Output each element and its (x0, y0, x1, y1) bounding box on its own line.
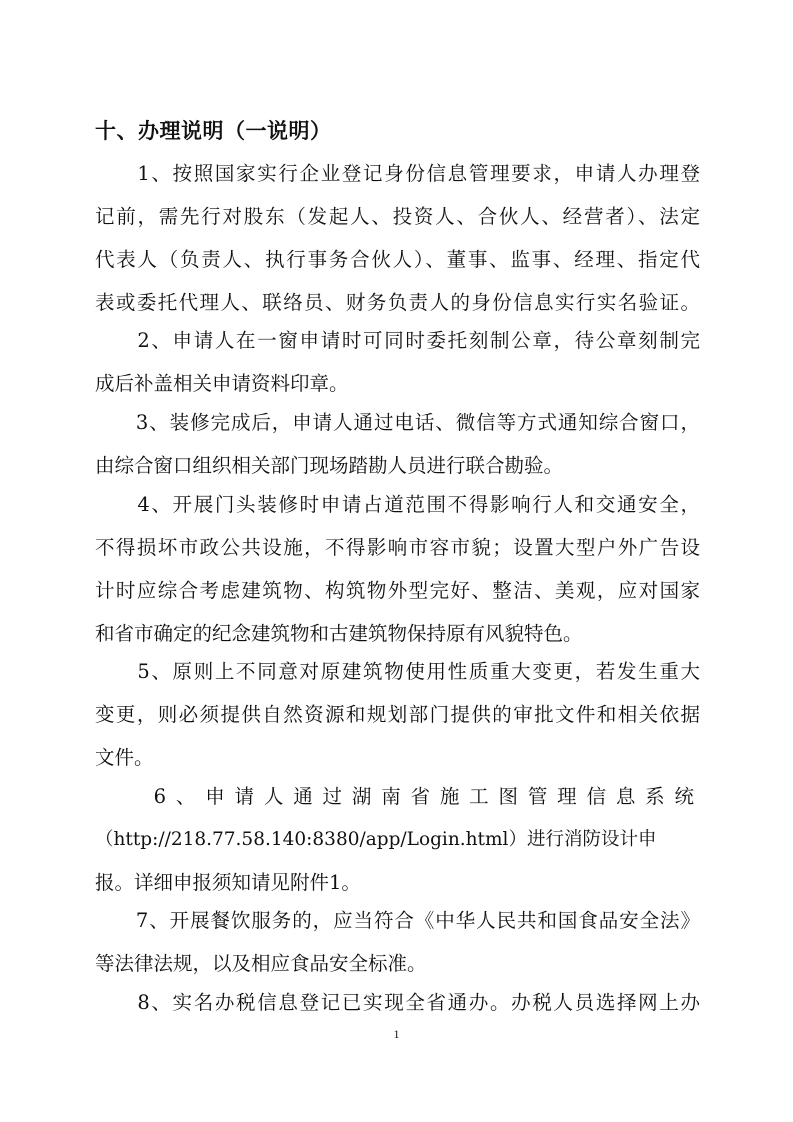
paragraph-1-line-1: 1、按照国家实行企业登记身份信息管理要求，申请人办理登 (95, 162, 700, 185)
paragraph-6-line-2: （http://218.77.58.140:8380/app/Login.html）进行消防设计申 (95, 829, 657, 850)
paragraph-2-line-1: 2、申请人在一窗申请时可同时委托刻制公章，待公章刻制完 (95, 329, 700, 352)
paragraph-1-line-3: 代表人（负责人、执行事务合伙人）、董事、监事、经理、指定代 (95, 248, 700, 271)
paragraph-4-line-4: 和省市确定的纪念建筑物和古建筑物保持原有风貌特色。 (95, 622, 583, 645)
paragraph-4-line-3: 计时应综合考虑建筑物、构筑物外型完好、整洁、美观，应对国家 (95, 579, 700, 602)
paragraph-5-line-3: 文件。 (95, 746, 154, 769)
paragraph-8-line-1: 8、实名办税信息登记已实现全省通办。办税人员选择网上办 (95, 991, 700, 1014)
paragraph-1-line-4: 表或委托代理人、联络员、财务负责人的身份信息实行实名验证。 (95, 291, 700, 314)
paragraph-3-line-1: 3、装修完成后，申请人通过电话、微信等方式通知综合窗口， (95, 411, 700, 434)
paragraph-1-line-2: 记前，需先行对股东（发起人、投资人、合伙人、经营者）、法定 (95, 205, 700, 228)
paragraph-4-line-2: 不得损坏市政公共设施，不得影响市容市貌；设置大型户外广告设 (95, 536, 700, 559)
paragraph-6-line-3: 报。详细申报须知请见附件1。 (95, 871, 361, 894)
paragraph-7-line-2: 等法律法规，以及相应食品安全标准。 (95, 952, 427, 975)
paragraph-2-line-2: 成后补盖相关申请资料印章。 (95, 372, 349, 395)
page-number: 1 (393, 1027, 400, 1041)
paragraph-4-line-1: 4、开展门头装修时申请占道范围不得影响行人和交通安全， (95, 493, 700, 516)
section-heading: 十、办理说明（一说明） (95, 119, 332, 143)
paragraph-5-line-1: 5、原则上不同意对原建筑物使用性质重大变更，若发生重大 (95, 660, 700, 683)
paragraph-7-line-1: 7、开展餐饮服务的，应当符合《中华人民共和国食品安全法》 (95, 909, 700, 932)
paragraph-5-line-2: 变更，则必须提供自然资源和规划部门提供的审批文件和相关依据 (95, 703, 700, 726)
paragraph-6-line-1: 6、申请人通过湖南省施工图管理信息系统 (95, 785, 700, 808)
paragraph-3-line-2: 由综合窗口组织相关部门现场踏勘人员进行联合勘验。 (95, 454, 564, 477)
